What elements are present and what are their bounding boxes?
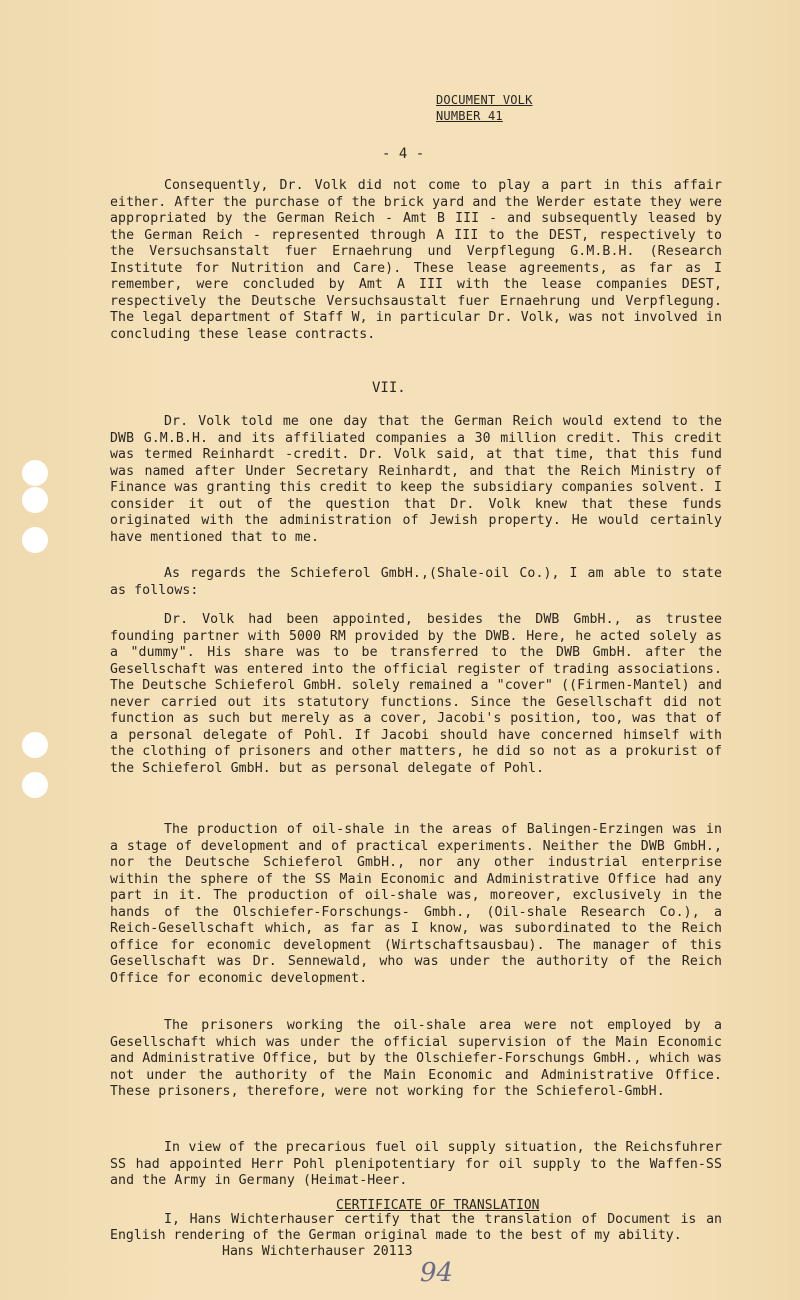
handwritten-page-number: 94: [420, 1258, 454, 1288]
certificate-body: I, Hans Wichterhauser certify that the translation of Document is an English rendering of the German original made to the best of my ability.: [110, 1212, 722, 1243]
section-heading: VII.: [372, 380, 406, 396]
document-reference: [436, 92, 533, 124]
punch-hole: [22, 487, 48, 513]
punch-hole: [22, 460, 48, 486]
punch-hole: [22, 772, 48, 798]
paragraph-1: Consequently, Dr. Volk did not come to play a part in this affair either. After the purchase of the brick yard and the Werder estate they were appropriated by the German Reich - Amt B III - and subsequently leased by the German Reich - represented through A III to the DEST, respectively to the Versuchsanstalt fuer Ernaehrung und Verpflegung G.M.B.H. (Research Institute for Nutrition and Care). These lease agreements, as far as I remember, were concluded by Amt A III with the lease companies DEST, respectively the Deutsche Versuchsaustalt fuer Ernaehrung und Verpflegung. The legal department of Staff W, in particular Dr. Volk, was not involved in concluding these lease contracts.: [110, 178, 722, 342]
paragraph-4: Dr. Volk had been appointed, besides the DWB GmbH., as trustee founding partner with 5000 RM provided by the DWB. Here, he acted solely as a "dummy". His share was to be transferred to the DWB GmbH. after the Gesellschaft was entered into the official register of trading associations. The Deutsche Schieferol GmbH. solely remained a "cover" ((Firmen-Mantel) and never carried out its statutory functions. Since the Gesellschaft did not function as such but merely as a cover, Jacobi's position, too, was that of a personal delegate of Pohl. If Jacobi should have concerned himself with the clothing of prisoners and other matters, he did so not as a prokurist of the Schieferol GmbH. but as personal delegate of Pohl.: [110, 612, 722, 776]
certificate-heading: CERTIFICATE OF TRANSLATION: [336, 1198, 540, 1213]
punch-hole: [22, 527, 48, 553]
punch-hole: [22, 732, 48, 758]
paragraph-3: As regards the Schieferol GmbH.,(Shale-oil Co.), I am able to state as follows:: [110, 566, 722, 598]
paragraph-2: Dr. Volk told me one day that the German Reich would extend to the DWB G.M.B.H. and its affiliated companies a 30 million credit. This credit was termed Reinhardt -credit. Dr. Volk said, at that time, that this fund was named after Under Secretary Reinhardt, and that the Reich Ministry of Finance was granting this credit to keep the subsidiary companies solvent. I consider it out of the question that Dr. Volk knew that these funds originated with the administration of Jewish property. He would certainly have mentioned that to me.: [110, 414, 722, 545]
page-number: - 4 -: [382, 146, 425, 162]
paragraph-7: In view of the precarious fuel oil supply situation, the Reichsfuhrer SS had appointed Herr Pohl plenipotentiary for oil supply to the Waffen-SS and the Army in Germany (Heimat-Heer.: [110, 1140, 722, 1188]
paragraph-6: The prisoners working the oil-shale area were not employed by a Gesellschaft which was under the official supervision of the Main Economic and Administrative Office, but by the Olschiefer-Forschungs GmbH., which was not under the authority of the Main Economic and Administrative Office. These prisoners, therefore, were not working for the Schieferol-GmbH.: [110, 1018, 722, 1099]
paragraph-5: The production of oil-shale in the areas of Balingen-Erzingen was in a stage of development and of practical experiments. Neither the DWB GmbH., nor the Deutsche Schieferol GmbH., nor any other industrial enterprise within the sphere of the SS Main Economic and Administrative Office had any part in it. The production of oil-shale was, moreover, exclusively in the hands of the Olschiefer-Forschungs- Gmbh., (Oil-shale Research Co.), a Reich-Gesellschaft which, as far as I know, was subordinated to the Reich office for economic development (Wirtschaftsausbau). The manager of this Gesellschaft was Dr. Sennewald, who was under the authority of the Reich Office for economic development.: [110, 822, 722, 986]
document-title: DOCUMENT VOLK: [436, 93, 533, 107]
signature: Hans Wichterhauser 20113: [222, 1244, 413, 1259]
document-number: NUMBER 41: [436, 109, 503, 123]
